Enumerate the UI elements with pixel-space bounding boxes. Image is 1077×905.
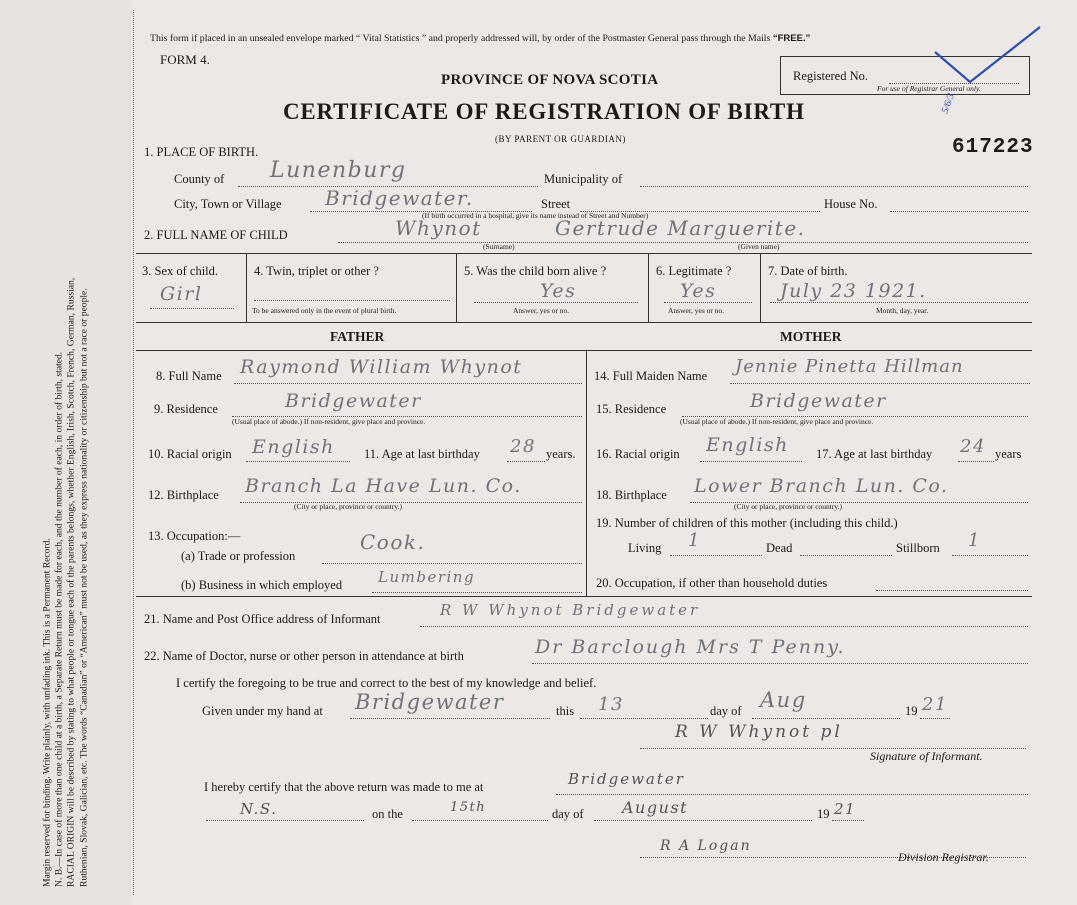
mother-racial: English bbox=[706, 434, 789, 456]
alive-label: 5. Was the child born alive ? bbox=[464, 264, 607, 278]
margin-line-4: Ruthenian, Slovak, Galician, etc. The words “Canadian” or “American” must not be used, as they express nationality or citizenship but not a race or people. bbox=[78, 288, 90, 887]
cert-month-line bbox=[752, 718, 900, 719]
divider-4 bbox=[760, 253, 761, 322]
cert-day-line bbox=[580, 718, 708, 719]
mother-residence: Bridgewater bbox=[750, 390, 887, 412]
child-surname: Whynot bbox=[395, 216, 482, 240]
dob-line bbox=[770, 302, 1028, 303]
registrar-general-note: For use of Registrar General only. bbox=[877, 84, 981, 93]
father-age-label: 11. Age at last birthday bbox=[364, 447, 480, 461]
registrar-year-line bbox=[832, 820, 864, 821]
surname-note: (Surname) bbox=[483, 242, 515, 251]
legitimate-note: Answer, yes or no. bbox=[668, 306, 725, 315]
father-racial: English bbox=[252, 436, 335, 458]
mother-birthplace-label: 18. Birthplace bbox=[596, 488, 667, 502]
father-residence-note: (Usual place of abode.) If non-resident, give place and province. bbox=[232, 417, 426, 426]
mother-occupation-label: 20. Occupation, if other than household duties bbox=[596, 576, 828, 590]
alive-value: Yes bbox=[540, 280, 577, 302]
binding-perforation bbox=[133, 10, 134, 895]
municipality-label: Municipality of bbox=[544, 172, 623, 186]
margin-line-2: N. B.—In case of more than one child at a birth, a Separate Return must be made for each, and the number of each, in order of birth, stated. bbox=[53, 351, 65, 887]
father-name-label: 8. Full Name bbox=[156, 369, 222, 383]
sex-line bbox=[150, 308, 234, 309]
form-number: FORM 4. bbox=[160, 52, 210, 67]
father-birthplace-line bbox=[240, 502, 582, 503]
page-title: CERTIFICATE OF REGISTRATION OF BIRTH bbox=[283, 99, 805, 124]
mother-occupation-line bbox=[876, 590, 1028, 591]
twin-line bbox=[254, 300, 450, 301]
living-label: Living bbox=[628, 541, 662, 555]
registrar-on-the-label: on the bbox=[372, 807, 403, 821]
stillborn-label: Stillborn bbox=[896, 541, 940, 555]
divider-3 bbox=[648, 253, 649, 322]
mother-residence-note: (Usual place of abode.) If non-resident, give place and province. bbox=[680, 417, 874, 426]
dob-note: Month, day, year. bbox=[876, 306, 929, 315]
parent-divider bbox=[586, 350, 587, 596]
mother-heading: MOTHER bbox=[780, 329, 842, 344]
trade-value: Cook. bbox=[360, 530, 426, 554]
doctor-label: 22. Name of Doctor, nurse or other person in attendance at birth bbox=[144, 649, 464, 663]
registrar-signature-label: Division Registrar. bbox=[898, 850, 989, 864]
county-value: Lunenburg bbox=[270, 158, 407, 183]
municipality-line bbox=[640, 186, 1028, 187]
given-name-note: (Given name) bbox=[738, 242, 780, 251]
trade-line bbox=[322, 563, 582, 564]
registrar-month-line bbox=[594, 820, 812, 821]
registered-label: Registered No. bbox=[793, 69, 868, 83]
mother-years-label: years bbox=[995, 447, 1022, 461]
registrar-province: N.S. bbox=[240, 800, 278, 818]
street-label: Street bbox=[541, 197, 571, 211]
business-label: (b) Business in which employed bbox=[181, 578, 343, 592]
cert-day-of-label: day of bbox=[710, 704, 742, 718]
legitimate-label: 6. Legitimate ? bbox=[656, 264, 732, 278]
cert-day: 13 bbox=[598, 694, 624, 715]
registrar-place-line bbox=[556, 794, 1028, 795]
cert-year-prefix: 19 bbox=[905, 704, 918, 718]
mail-notice bbox=[150, 33, 810, 44]
certify-text: I certify the foregoing to be true and correct to the best of my knowledge and belief. bbox=[176, 676, 597, 690]
stillborn-line bbox=[952, 555, 1028, 556]
father-age: 28 bbox=[510, 436, 536, 457]
house-number-line bbox=[890, 211, 1028, 212]
mother-racial-label: 16. Racial origin bbox=[596, 447, 680, 461]
informant-signature: R W Whynot pl bbox=[675, 722, 843, 742]
divider-2 bbox=[456, 253, 457, 322]
informant-signature-label: Signature of Informant. bbox=[870, 749, 983, 763]
father-residence-label: 9. Residence bbox=[154, 402, 218, 416]
mother-residence-label: 15. Residence bbox=[596, 402, 667, 416]
given-place: Bridgewater bbox=[355, 690, 505, 714]
mother-age: 24 bbox=[960, 436, 986, 457]
father-racial-line bbox=[246, 461, 350, 462]
twin-label: 4. Twin, triplet or other ? bbox=[254, 264, 379, 278]
father-age-line bbox=[507, 461, 545, 462]
twin-note: To be answered only in the event of plural birth. bbox=[252, 306, 397, 315]
mother-racial-line bbox=[700, 461, 802, 462]
father-birthplace: Branch La Have Lun. Co. bbox=[245, 475, 522, 497]
certificate-number: 617223 bbox=[952, 136, 1034, 159]
registrar-year: 21 bbox=[834, 800, 857, 818]
father-heading: FATHER bbox=[330, 329, 385, 344]
registrar-day: 15th bbox=[450, 800, 487, 815]
dob-label: 7. Date of birth. bbox=[768, 264, 848, 278]
margin-line-3: RACIAL ORIGIN will be described by stating to what people or tongue each of the parents belongs, whether English, Irish, Scotch, French, German, Russian, bbox=[66, 277, 77, 887]
rule-4 bbox=[136, 596, 1032, 597]
mother-name-line bbox=[730, 383, 1030, 384]
child-name-label: 2. FULL NAME OF CHILD bbox=[144, 228, 288, 242]
province-heading: PROVINCE OF NOVA SCOTIA bbox=[441, 72, 659, 88]
stillborn-value: 1 bbox=[968, 530, 981, 551]
page-subtitle: (BY PARENT OR GUARDIAN) bbox=[495, 134, 626, 144]
mother-age-label: 17. Age at last birthday bbox=[816, 447, 933, 461]
business-line bbox=[372, 592, 582, 593]
given-under-label: Given under my hand at bbox=[202, 704, 323, 718]
mother-name-label: 14. Full Maiden Name bbox=[594, 369, 708, 383]
father-birthplace-note: (City or place, province or country.) bbox=[294, 502, 403, 511]
registrar-day-of-label: day of bbox=[552, 807, 584, 821]
father-residence: Bridgewater bbox=[285, 390, 422, 412]
registrar-year-prefix: 19 bbox=[817, 807, 830, 821]
registrar-day-line bbox=[412, 820, 548, 821]
sex-value: Girl bbox=[160, 283, 203, 305]
registered-value: 5/6/3 bbox=[939, 91, 957, 116]
informant-line bbox=[420, 626, 1028, 627]
cert-year-line bbox=[920, 718, 950, 719]
father-name: Raymond William Whynot bbox=[240, 356, 523, 378]
binding-margin bbox=[0, 0, 132, 905]
mother-birthplace-note: (City or place, province or country.) bbox=[734, 502, 843, 511]
rule-1 bbox=[136, 253, 1032, 254]
city-value: Bridgewater. bbox=[325, 186, 474, 210]
city-label: City, Town or Village bbox=[174, 197, 282, 211]
margin-instructions bbox=[42, 17, 91, 887]
free-label: “FREE.” bbox=[772, 33, 811, 44]
legitimate-line bbox=[664, 302, 752, 303]
business-value: Lumbering bbox=[378, 568, 476, 586]
living-line bbox=[670, 555, 762, 556]
cert-year: 21 bbox=[922, 694, 948, 715]
dead-line bbox=[800, 555, 892, 556]
margin-line-1: Margin reserved for binding. Write plainly, with unfading ink. This is a Permanent Record. bbox=[41, 538, 53, 887]
this-label: this bbox=[556, 704, 575, 718]
mother-name: Jennie Pinetta Hillman bbox=[735, 356, 964, 377]
registrar-signature: R A Logan bbox=[660, 838, 752, 854]
alive-note: Answer, yes or no. bbox=[513, 306, 570, 315]
dead-label: Dead bbox=[766, 541, 793, 555]
child-given-name: Gertrude Marguerite. bbox=[555, 216, 806, 240]
father-racial-label: 10. Racial origin bbox=[148, 447, 232, 461]
given-place-line bbox=[350, 718, 550, 719]
mail-notice-text: This form if placed in an unsealed envelope marked “ Vital Statistics ” and properly addressed will, by order of the Postmaster General pass through the Mails bbox=[150, 33, 771, 44]
legitimate-value: Yes bbox=[680, 280, 717, 302]
children-count-label: 19. Number of children of this mother (including this child.) bbox=[596, 516, 898, 530]
registrar-certify-text: I hereby certify that the above return was made to me at bbox=[204, 780, 484, 794]
hospital-note: (If birth occurred in a hospital, give its name instead of Street and Number) bbox=[422, 211, 649, 220]
informant-label: 21. Name and Post Office address of Informant bbox=[144, 612, 381, 626]
county-label: County of bbox=[174, 172, 225, 186]
father-name-line bbox=[234, 383, 582, 384]
doctor-line bbox=[532, 663, 1028, 664]
rule-2 bbox=[136, 322, 1032, 323]
sex-label: 3. Sex of child. bbox=[142, 264, 219, 278]
divider-1 bbox=[246, 253, 247, 322]
rule-3 bbox=[136, 350, 1032, 351]
registrar-province-line bbox=[206, 820, 364, 821]
registrar-place: Bridgewater bbox=[568, 770, 685, 788]
registrar-month: August bbox=[622, 798, 689, 817]
mother-age-line bbox=[958, 461, 994, 462]
father-years-label: years. bbox=[546, 447, 576, 461]
doctor-value: Dr Barclough Mrs T Penny. bbox=[535, 636, 846, 658]
cert-month: Aug bbox=[760, 688, 807, 712]
father-birthplace-label: 12. Birthplace bbox=[148, 488, 219, 502]
alive-line bbox=[474, 302, 638, 303]
mother-birthplace: Lower Branch Lun. Co. bbox=[694, 475, 949, 497]
child-name-line bbox=[338, 242, 1028, 243]
informant-value: R W Whynot Bridgewater bbox=[440, 601, 701, 619]
occupation-label: 13. Occupation:— bbox=[148, 529, 241, 543]
living-value: 1 bbox=[688, 530, 701, 551]
dob-value: July 23 1921. bbox=[780, 280, 927, 302]
trade-label: (a) Trade or profession bbox=[181, 549, 296, 563]
house-number-label: House No. bbox=[824, 197, 878, 211]
place-of-birth-label: 1. PLACE OF BIRTH. bbox=[144, 145, 259, 159]
